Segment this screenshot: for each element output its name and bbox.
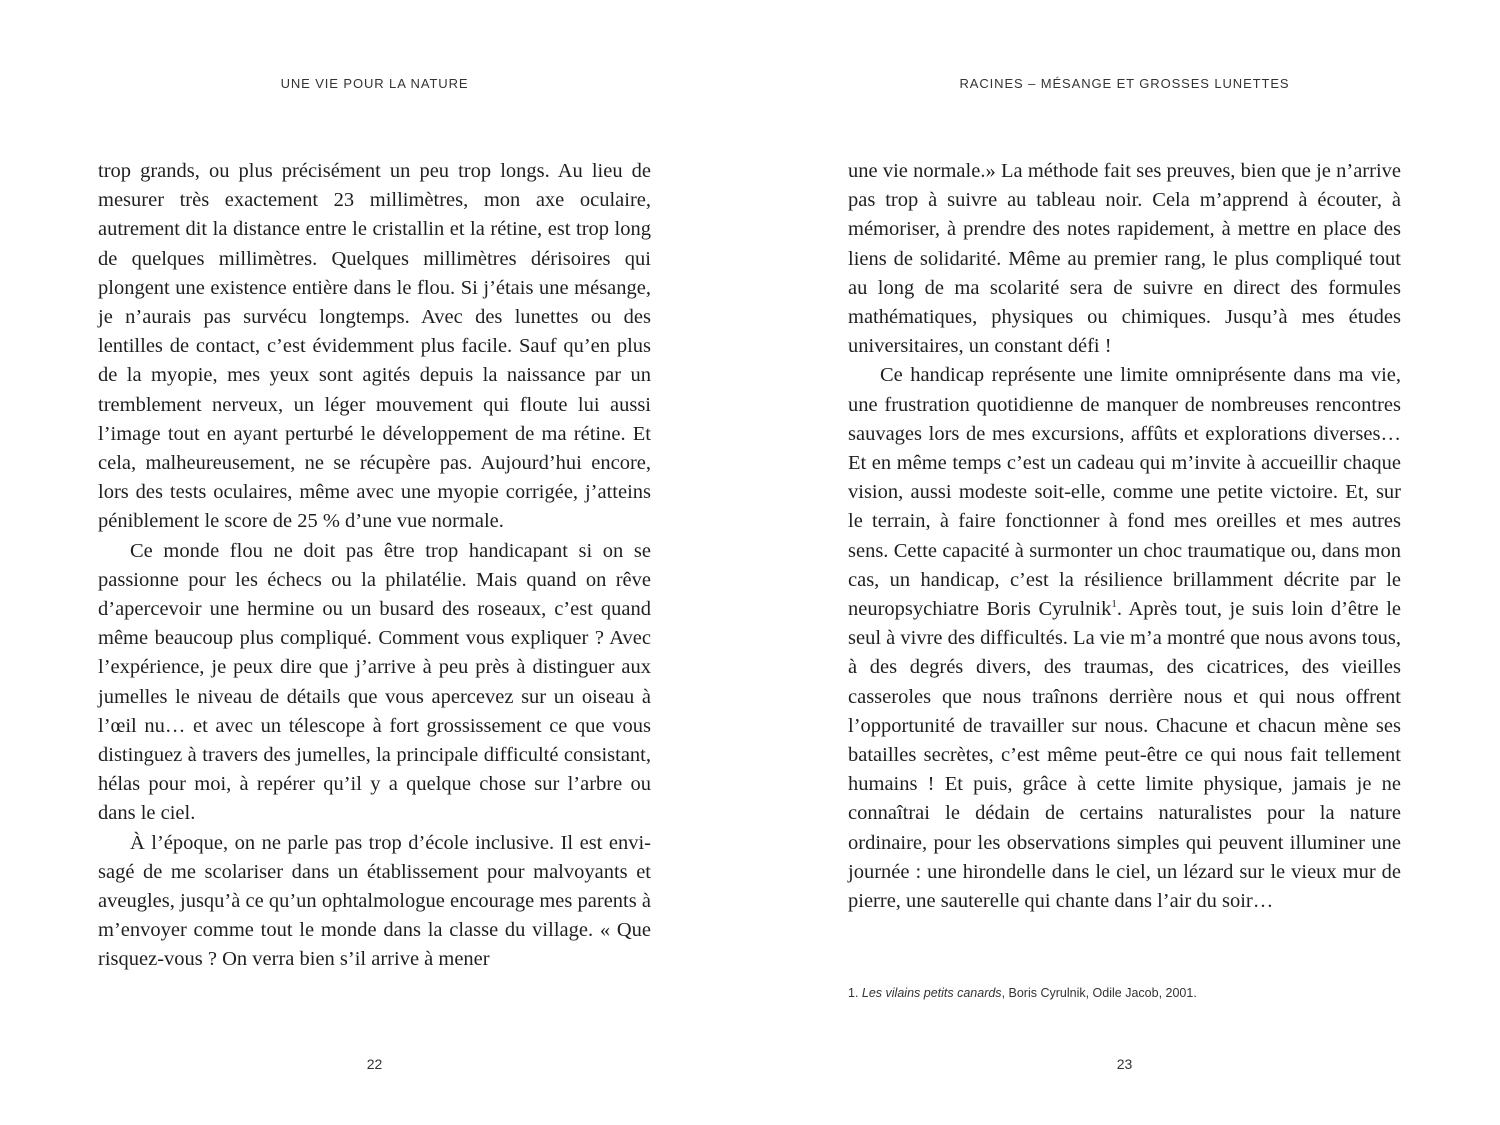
paragraph: Ce monde flou ne doit pas être trop handicapant si on se passionne pour les échecs ou la philatélie. Mais quand on rêve d’apercevoir une hermine ou un busard des roseaux, c’est quand même beaucoup plus compliqué. Comment vous expliquer ? Avec l’expérience, je peux dire que j’arrive à peu près à distinguer aux jumelles le niveau de détails que vous apercevez sur un oiseau à l’œil nu… et avec un télescope à fort grossissement ce que vous distinguez à travers des jumelles, la principale difficulté consistant, hélas pour moi, à repérer qu’il y a quelque chose sur l’arbre ou dans le ciel. (98, 539, 651, 825)
body-text-right (848, 157, 1401, 916)
paragraph-text: Ce handicap représente une limite omniprésente dans ma vie, une frustration quotidienne de manquer de nombreuses rencontres sauvages lors de mes excursions, affûts et explorations diverses… Et en même temps c’est un cadeau qui m’invite à accueillir chaque vision, aussi modeste soit-elle, comme une petite victoire. Et, sur le terrain, à faire fonctionner à fond mes oreilles et mes autres sens. Cette capacité à surmonter un choc traumatique ou, dans mon cas, un handicap, c’est la résilience brillamment décrite par le neuropsychiatre Boris Cyrulnik (848, 364, 1401, 621)
page-number-left: 22 (366, 1056, 383, 1072)
running-head-left: UNE VIE POUR LA NATURE (280, 76, 469, 91)
footnote-text: , Boris Cyrulnik, Odile Jacob, 2001. (1001, 986, 1197, 1000)
right-page (848, 0, 1401, 1125)
footnote-title: Les vilains petits canards (861, 986, 1002, 1000)
paragraph-text: . Après tout, je suis loin d’être le seul à vivre des difficultés. La vie m’a montré que nous avons tous, à des degrés divers, des traumas, des cicatrices, des vieilles casseroles que nous traînons derrière nous et qui nous offrent l’opportunité de travailler sur nous. Chacune et chacun mène ses batailles secrètes, c’est même peut-être ce qui nous fait tellement humains ! Et puis, grâce à cette limite physique, jamais je ne connaîtrai le dédain de certains naturalistes pour la nature ordinaire, pour les observations simples qui peuvent illuminer une journée : une hirondelle dans le ciel, un lézard sur le vieux mur de pierre, une sauterelle qui chante dans l’air du soir… (848, 598, 1401, 913)
paragraph: À l’époque, on ne parle pas trop d’école inclusive. Il est envisagé de me scolariser dans un établissement pour malvoyants et aveugles, jusqu’à ce qu’un ophtalmologue encourage mes parents à m’envoyer comme tout le monde dans la classe du village. « Que risquez-vous ? On verra bien s’il arrive à mener (98, 831, 651, 971)
footnote-number: 1. (848, 986, 862, 1000)
footnote-marker[interactable]: 1 (1111, 598, 1117, 611)
paragraph (848, 361, 1401, 916)
paragraph: trop grands, ou plus précisément un peu trop longs. Au lieu de mesurer très exactement 23 millimètres, mon axe oculaire, autrement dit la distance entre le cristallin et la rétine, est trop long de quelques millimètres. Quelques millimètres dérisoires qui plongent une existence entière dans le flou. Si j’étais une mésange, je n’aurais pas survécu longtemps. Avec des lunettes ou des lentilles de contact, c’est évidemment plus facile. Sauf qu’en plus de la myopie, mes yeux sont agités depuis la naissance par un tremblement nerveux, un léger mouvement qui floute lui aussi l’image tout en ayant perturbé le développement de ma rétine. Et cela, malheureusement, ne se récupère pas. Aujourd’hui encore, lors des tests oculaires, même avec une myopie corrigée, j’atteins péniblement le score de 25 % d’une vue normale. (98, 160, 651, 533)
body-text-left (98, 157, 651, 975)
running-head-right: RACINES – MÉSANGE ET GROSSES LUNETTES (959, 76, 1290, 91)
page-number-right: 23 (1116, 1056, 1133, 1072)
footnote (848, 986, 1401, 1000)
left-page (98, 0, 651, 1125)
paragraph: une vie normale.» La méthode fait ses preuves, bien que je n’arrive pas trop à suivre au tableau noir. Cela m’apprend à écouter, à mémoriser, à prendre des notes rapidement, à mettre en place des liens de solidarité. Même au premier rang, le plus compliqué tout au long de ma scolarité sera de suivre en direct des formules mathématiques, physiques ou chimiques. Jusqu’à mes études universitaires, un constant défi ! (848, 160, 1401, 358)
